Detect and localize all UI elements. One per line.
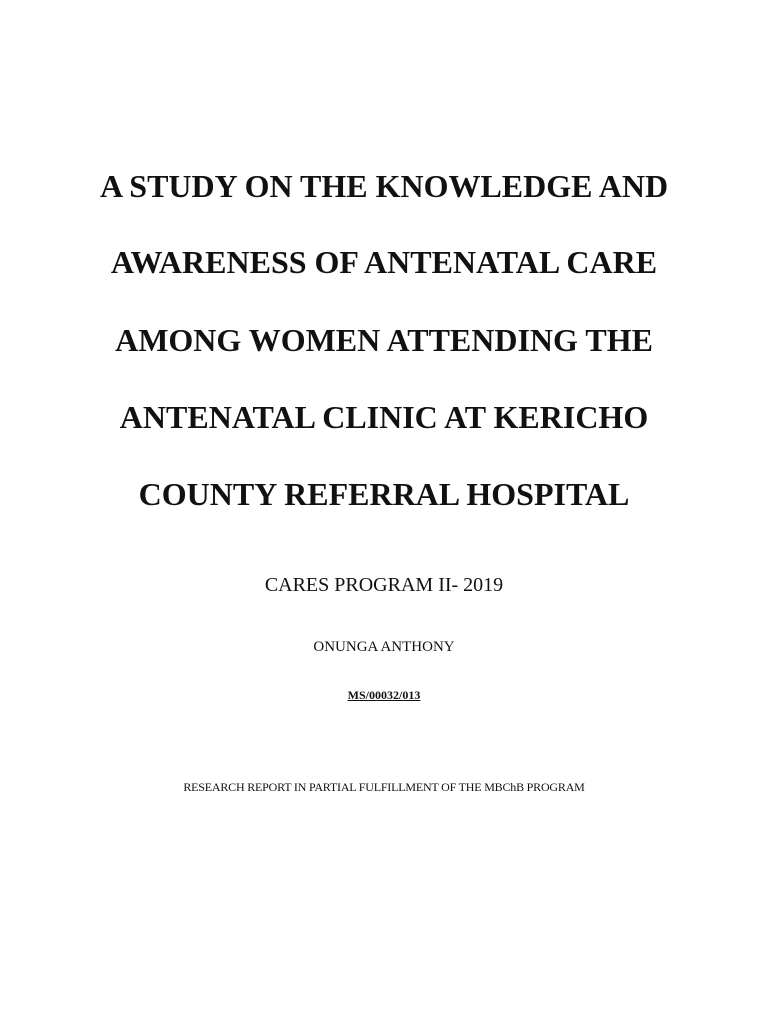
report-statement: RESEARCH REPORT IN PARTIAL FULFILLMENT OF THE MBChB PROGRAM bbox=[183, 780, 585, 794]
registration-number: MS/00032/013 bbox=[347, 688, 421, 702]
title-line-2: AWARENESS OF ANTENATAL CARE bbox=[110, 244, 658, 280]
title-line-5: COUNTY REFERRAL HOSPITAL bbox=[138, 476, 630, 512]
title-line-1: A STUDY ON THE KNOWLEDGE AND bbox=[99, 168, 669, 204]
title-line-4: ANTENATAL CLINIC AT KERICHO bbox=[119, 399, 649, 435]
program-name: CARES PROGRAM II- 2019 bbox=[264, 574, 504, 596]
title-line-3: AMONG WOMEN ATTENDING THE bbox=[115, 322, 653, 358]
author-name: ONUNGA ANTHONY bbox=[313, 639, 455, 655]
